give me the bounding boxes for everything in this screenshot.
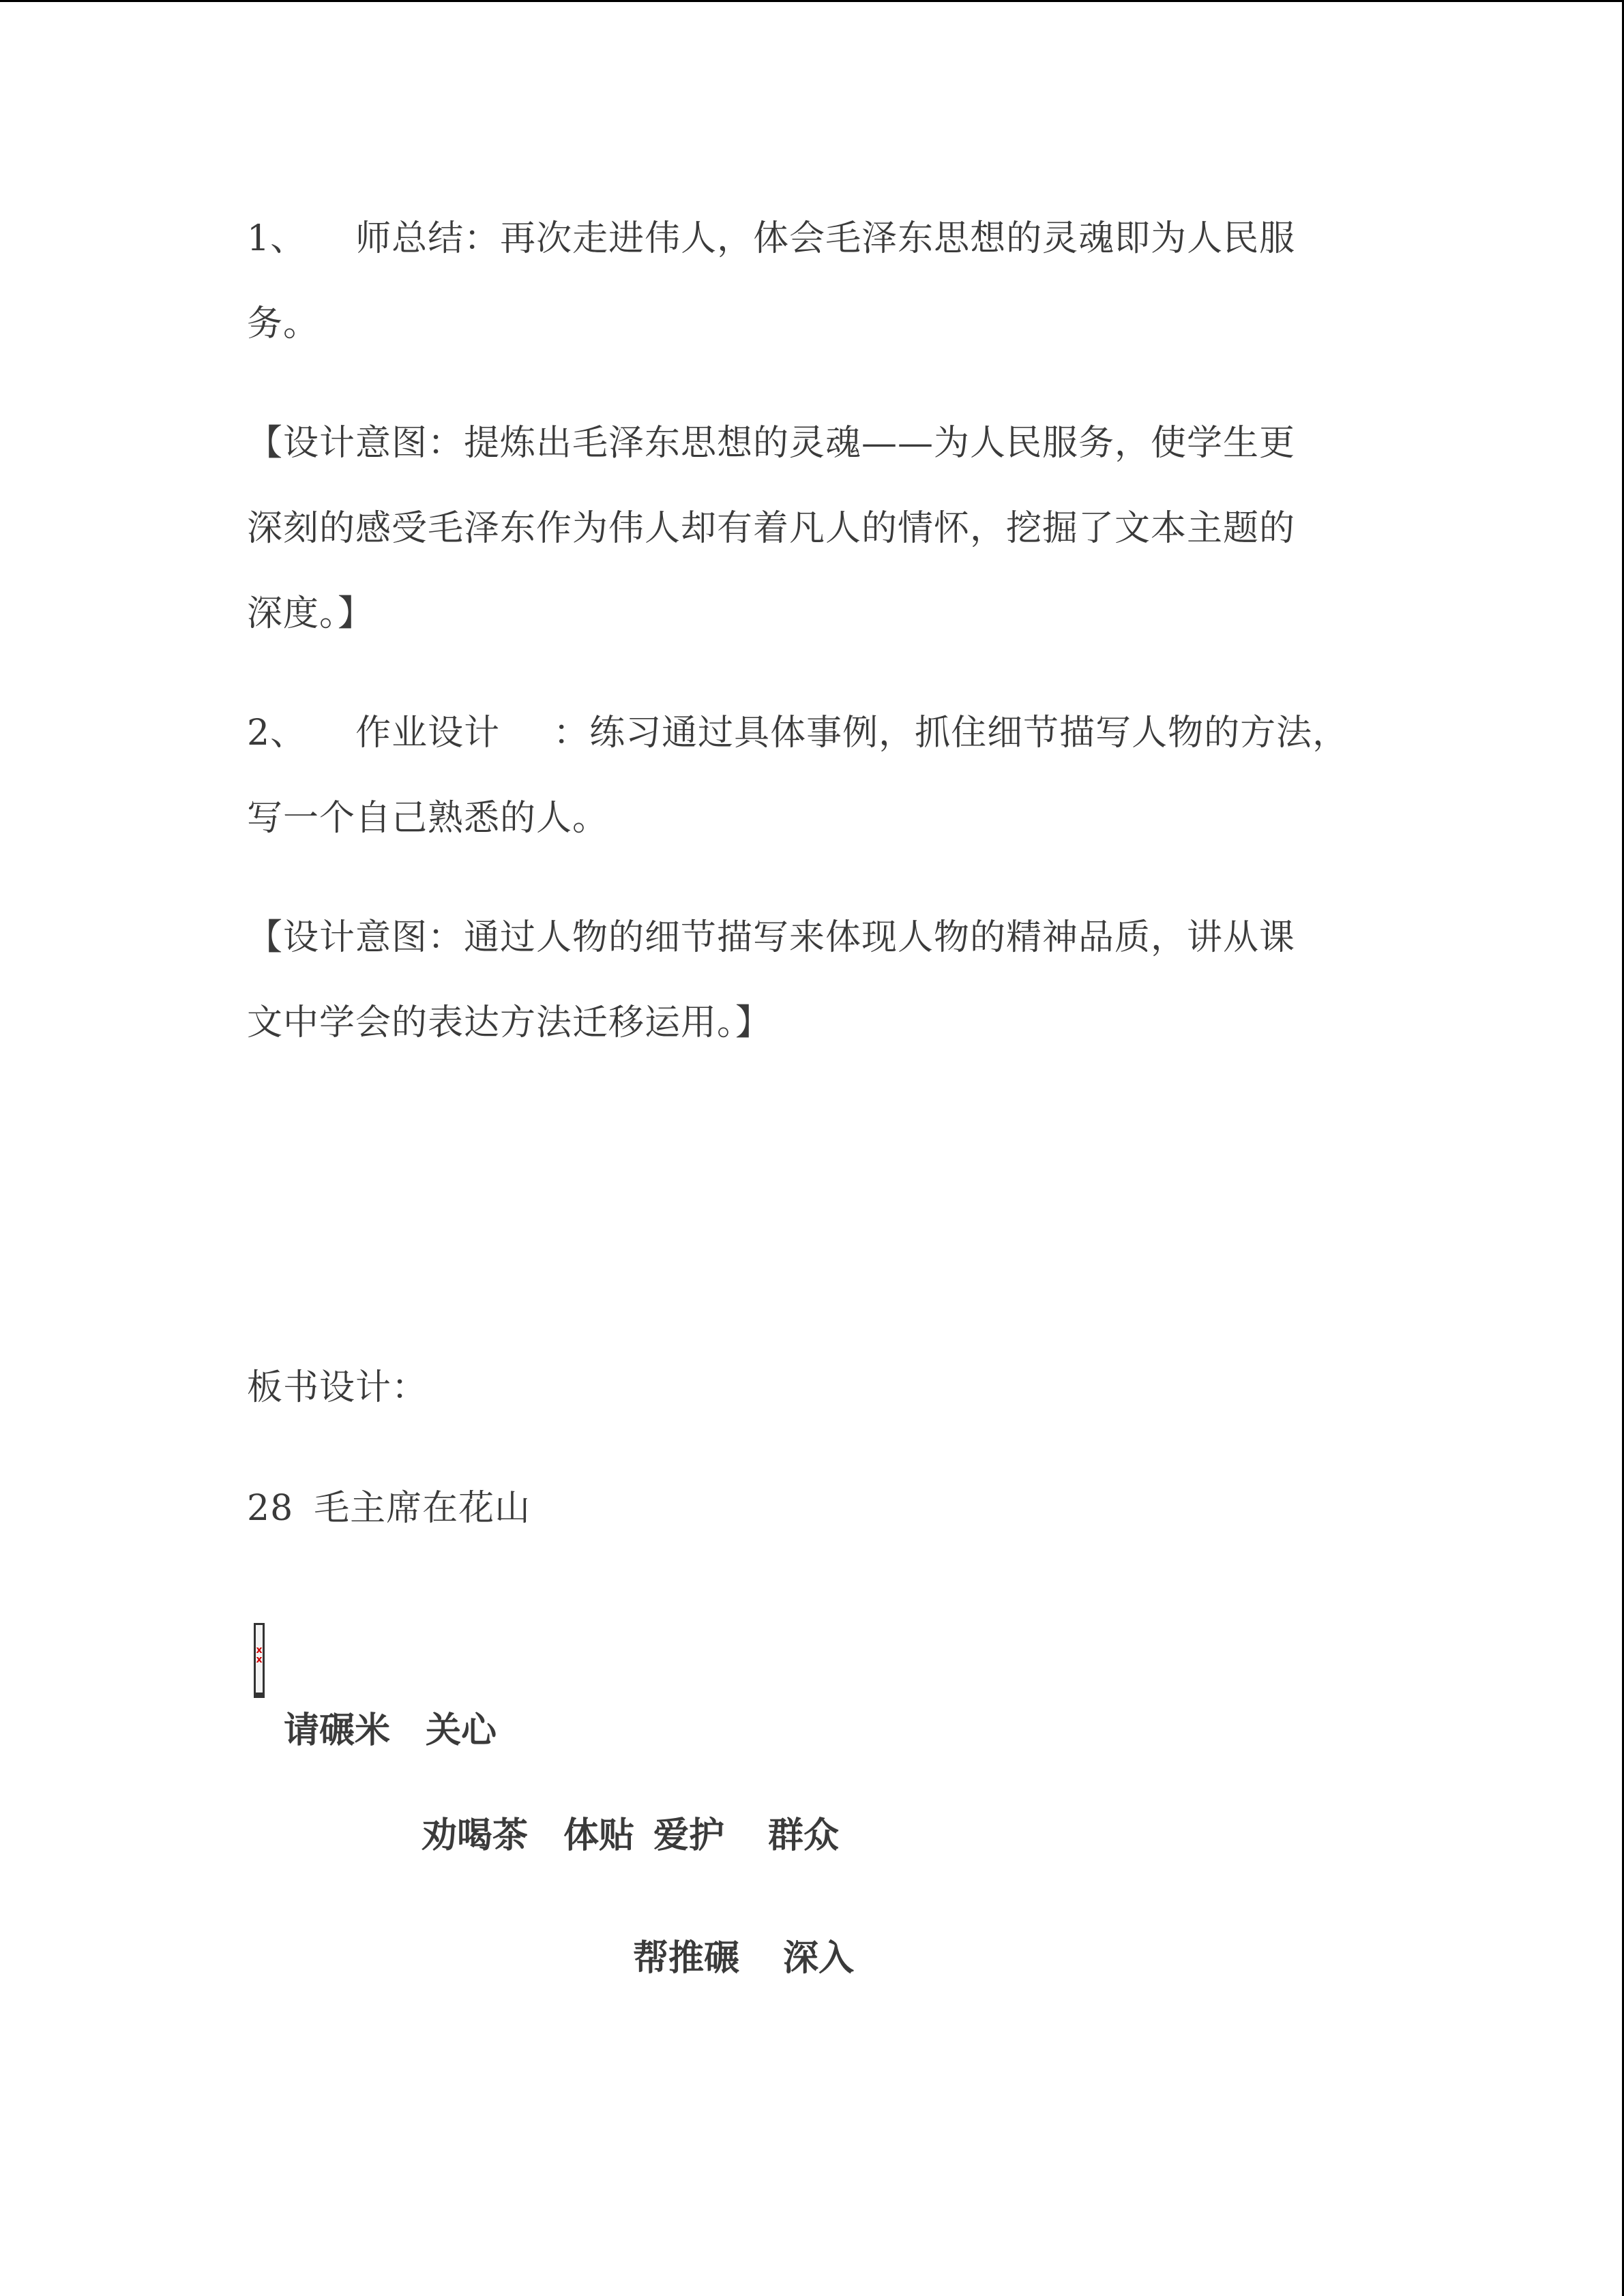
summary-text: 师总结：再次走进伟人，体会毛泽东思想的灵魂即为人民服 [355, 218, 1296, 259]
homework-number: 2、 [247, 713, 307, 754]
lesson-name: 毛主席在花山 [314, 1488, 531, 1529]
design-intent-2-line-2: 文中学会的表达方法迁移运用。】 [247, 1002, 772, 1043]
board-word: 爱护 [653, 1815, 725, 1856]
page-top-border [0, 0, 1624, 2]
board-row-3 [633, 1937, 854, 1980]
board-word: 群众 [768, 1815, 840, 1856]
summary-line-2: 务。 [247, 303, 320, 344]
board-word: 请碾米 [284, 1710, 391, 1751]
board-word: 帮推碾 [633, 1938, 740, 1979]
design-intent-2-line-1: 【设计意图：通过人物的细节描写来体现人物的精神品质，讲从课 [247, 917, 1296, 958]
board-word: 关心 [426, 1710, 497, 1751]
summary-line-1 [247, 217, 1295, 260]
board-word: 深入 [783, 1938, 855, 1979]
homework-label: 作业设计 [355, 713, 501, 754]
board-row-1 [284, 1709, 497, 1753]
lesson-number: 28 [247, 1488, 294, 1529]
homework-line-1 [247, 711, 1348, 755]
broken-image-icon [254, 1623, 265, 1698]
missing-image-x-icon: x x [256, 1645, 263, 1665]
board-word: 体贴 [563, 1815, 635, 1856]
board-word: 劝喝茶 [422, 1815, 529, 1856]
design-intent-1-line-3: 深度。】 [247, 593, 374, 634]
board-row-2 [422, 1814, 839, 1858]
summary-number: 1、 [247, 218, 307, 259]
lesson-title [247, 1487, 531, 1530]
homework-text: ：练习通过具体事例，抓住细节描写人物的方法， [553, 713, 1349, 754]
homework-line-2: 写一个自己熟悉的人。 [247, 798, 609, 839]
design-intent-1-line-1: 【设计意图：提炼出毛泽东思想的灵魂——为人民服务，使学生更 [247, 423, 1296, 464]
board-design-heading: 板书设计： [247, 1367, 428, 1408]
design-intent-1-line-2: 深刻的感受毛泽东作为伟人却有着凡人的情怀，挖掘了文本主题的 [247, 508, 1296, 549]
